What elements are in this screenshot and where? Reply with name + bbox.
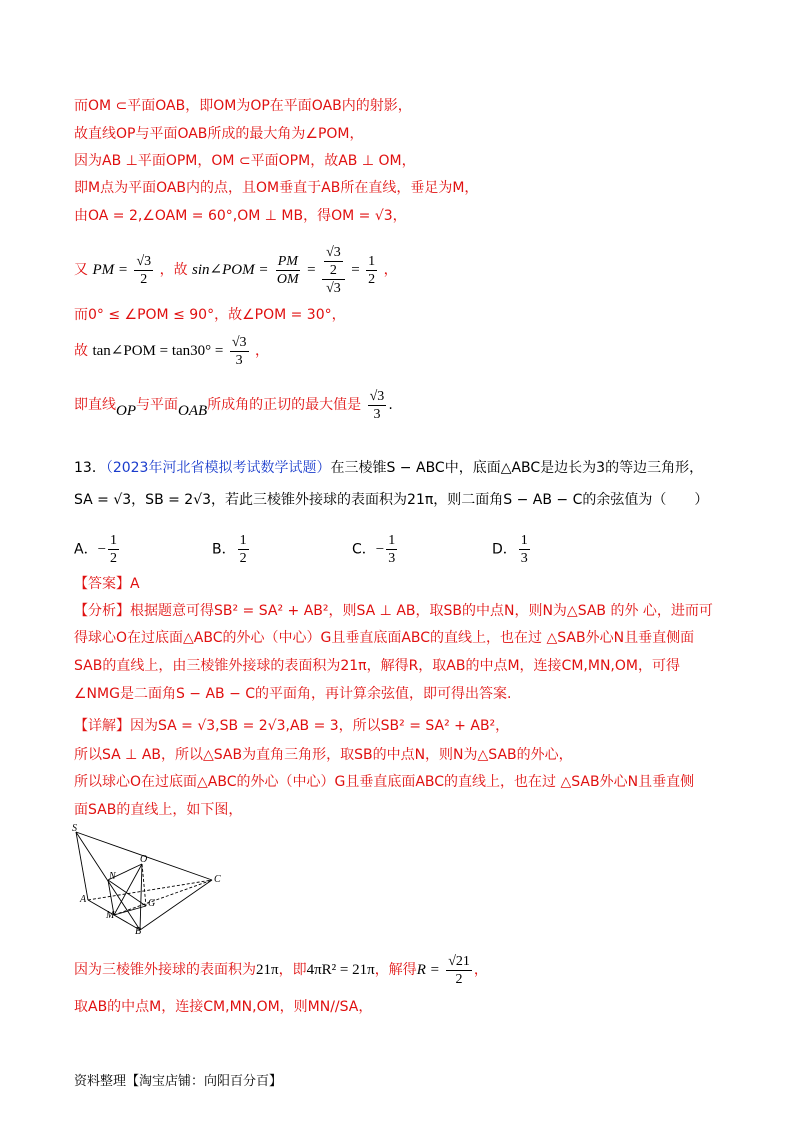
nested-bottom: 2 xyxy=(329,262,337,278)
solution-line-1: 而OM ⊂平面OAB，即OM为OP在平面OAB内的射影， xyxy=(74,98,412,114)
line6-pm: PM = xyxy=(92,262,128,278)
line9-oab: OAB xyxy=(178,403,208,419)
fraction-denominator: 2 xyxy=(455,971,463,987)
figure-label-o: O xyxy=(140,854,148,865)
solution-line-4: 即M点为平面OAB内的点，且OM垂直于AB所在直线，垂足为M， xyxy=(74,180,479,196)
answer-tag: 【答案】 xyxy=(74,576,130,592)
figure-label-b: B xyxy=(135,926,142,937)
option-num: 1 xyxy=(520,533,528,548)
nested-top: √3 xyxy=(326,244,341,260)
solution-line-6: 又 PM = $\frac{√3}{2}$ ，故 sin∠POM = $\frac{PM}{OM}$ = √3 2 √3 = $\frac{1}{2}$ ， xyxy=(74,244,398,296)
answer-line xyxy=(74,574,140,594)
fraction-numerator: PM xyxy=(277,253,298,269)
detail-5-mid2: ，解得 xyxy=(374,962,417,978)
solution-line-3: 因为AB ⊥平面OPM，OM ⊂平面OPM，故AB ⊥ OM， xyxy=(74,153,416,169)
line9-op: OP xyxy=(116,403,136,419)
line6-prefix: 又 xyxy=(74,262,88,278)
fraction-numerator: √21 xyxy=(448,953,470,969)
option-sign: − xyxy=(375,541,385,558)
solution-line-2: 故直线OP与平面OAB所成的最大角为∠POM， xyxy=(74,126,364,142)
fraction-pm-over-om xyxy=(275,253,301,288)
option-c[interactable] xyxy=(352,532,399,567)
detail-line-4: 面SAB的直线上，如下图， xyxy=(74,802,243,818)
line9-end: . xyxy=(388,397,393,413)
detail-line-3: 所以球心O在过底面△ABC的外心（中心）G且垂直底面ABC的直线上，也在过 △SAB外心N且垂直侧 xyxy=(74,774,695,790)
detail-line-2: 所以SA ⊥ AB，所以△SAB为直角三角形，取SB的中点N，则N为△SAB的外心， xyxy=(74,747,573,763)
fraction-denominator: OM xyxy=(276,271,299,287)
solution-line-5: 由OA = 2,∠OAM = 60°,OM ⊥ MB，得OM = √3， xyxy=(74,208,407,224)
line9-c: 所成角的正切的最大值是 xyxy=(207,397,362,413)
option-label: C． xyxy=(352,541,376,558)
fraction-numerator: √3 xyxy=(231,334,247,350)
fraction-nested-numerator xyxy=(322,244,345,280)
option-num: 1 xyxy=(388,533,396,548)
fraction-denominator: 3 xyxy=(235,352,243,368)
line8-post: ， xyxy=(254,343,269,359)
figure-label-g: G xyxy=(148,898,156,909)
fraction-sqrt21-over-2 xyxy=(446,953,472,988)
option-sign: − xyxy=(97,541,107,558)
question-number: 13． xyxy=(74,460,106,476)
option-den: 3 xyxy=(520,551,528,566)
solution-line-9 xyxy=(74,384,393,432)
line6-sin: sin∠POM = xyxy=(192,262,269,278)
detail-tag: 【详解】 xyxy=(74,718,130,734)
option-den: 2 xyxy=(239,551,247,566)
solution-line-8 xyxy=(74,330,269,372)
fraction-numerator: √3 xyxy=(136,253,152,269)
option-label: D． xyxy=(492,541,517,558)
fraction-half xyxy=(366,253,377,288)
option-den: 2 xyxy=(110,551,118,566)
detail-5-m1: 21π xyxy=(256,962,279,978)
line6-post: ， xyxy=(383,262,398,278)
fraction-sqrt3-over-2 xyxy=(134,253,153,288)
detail-line-1 xyxy=(74,716,509,736)
question-source: （2023年河北省模拟考试数学试题） xyxy=(105,460,331,476)
fraction-sqrt3-over-3-final xyxy=(368,388,387,423)
option-num: 1 xyxy=(110,533,118,548)
fraction-numerator: √3 xyxy=(369,388,385,404)
option-num: 1 xyxy=(239,533,247,548)
line8-tan: tan∠POM = tan30° = xyxy=(92,343,224,359)
analysis-line-3: SAB的直线上，由三棱锥外接球的表面积为21π，解得R，取AB的中点M，连接CM,MN,OM，可得 xyxy=(74,658,680,674)
fraction-numerator: 1 xyxy=(368,253,376,269)
option-b[interactable] xyxy=(212,532,251,567)
question-13-line-2: SA = √3，SB = 2√3，若此三棱锥外接球的表面积为21π，则二面角S − AB − C的余弦值为（ ） xyxy=(74,492,709,508)
figure-label-n: N xyxy=(109,871,116,882)
detail-text-1: 因为SA = √3,SB = 2√3,AB = 3，所以SB² = SA² + AB²， xyxy=(130,718,510,734)
detail-5-end: ， xyxy=(473,962,488,978)
analysis-line-4: ∠NMG是二面角S − AB − C的平面角，再计算余弦值，即可得出答案. xyxy=(74,686,512,702)
line9-a: 即直线 xyxy=(74,397,116,413)
option-d[interactable] xyxy=(492,532,532,567)
detail-5-pre: 因为三棱锥外接球的表面积为 xyxy=(74,962,256,978)
analysis-tag: 【分析】 xyxy=(74,603,130,619)
solution-line-7: 而0° ≤ ∠POM ≤ 90°，故∠POM = 30°， xyxy=(74,307,346,323)
fraction-denominator: 3 xyxy=(373,406,381,422)
fraction-denominator: 2 xyxy=(368,271,376,287)
figure-label-m: M xyxy=(106,910,115,921)
option-den: 3 xyxy=(388,551,396,566)
option-label: A． xyxy=(74,541,98,558)
detail-5-r: R = xyxy=(416,962,440,978)
option-label: B． xyxy=(212,541,236,558)
line8-prefix: 故 xyxy=(74,343,88,359)
line9-b: 与平面 xyxy=(136,397,178,413)
question-13-line-1 xyxy=(74,458,703,478)
detail-5-m2: 4πR² = 21π xyxy=(306,962,375,978)
analysis-text-1: 根据题意可得SB² = SA² + AB²，则SA ⊥ AB，取SB的中点N，则N为△SAB 的外 心，进而可 xyxy=(130,603,713,619)
fraction-denominator: 2 xyxy=(140,271,148,287)
fraction-sqrt3-over-3 xyxy=(230,334,249,369)
figure-label-s: S xyxy=(72,823,77,834)
detail-line-5 xyxy=(74,950,488,990)
option-a[interactable] xyxy=(74,532,121,567)
fraction-complex xyxy=(322,244,345,297)
question-text-1: 在三棱锥S − ABC中，底面△ABC是边长为3的等边三角形， xyxy=(330,460,704,476)
detail-line-6: 取AB的中点M，连接CM,MN,OM，则MN//SA， xyxy=(74,999,373,1015)
fraction-denominator: √3 xyxy=(326,280,341,296)
footer-source: 资料整理【淘宝店铺：向阳百分百】 xyxy=(74,1074,283,1089)
answer-value: A xyxy=(130,576,140,592)
line6-mid: ，故 xyxy=(159,262,188,278)
figure-label-a: A xyxy=(80,894,87,905)
detail-5-mid: ，即 xyxy=(278,962,307,978)
analysis-line-2: 得球心O在过底面△ABC的外心（中心）G且垂直底面ABC的直线上，也在过 △SAB外心N且垂直侧面 xyxy=(74,630,695,646)
figure-label-c: C xyxy=(214,874,221,885)
analysis-line-1 xyxy=(74,601,713,621)
